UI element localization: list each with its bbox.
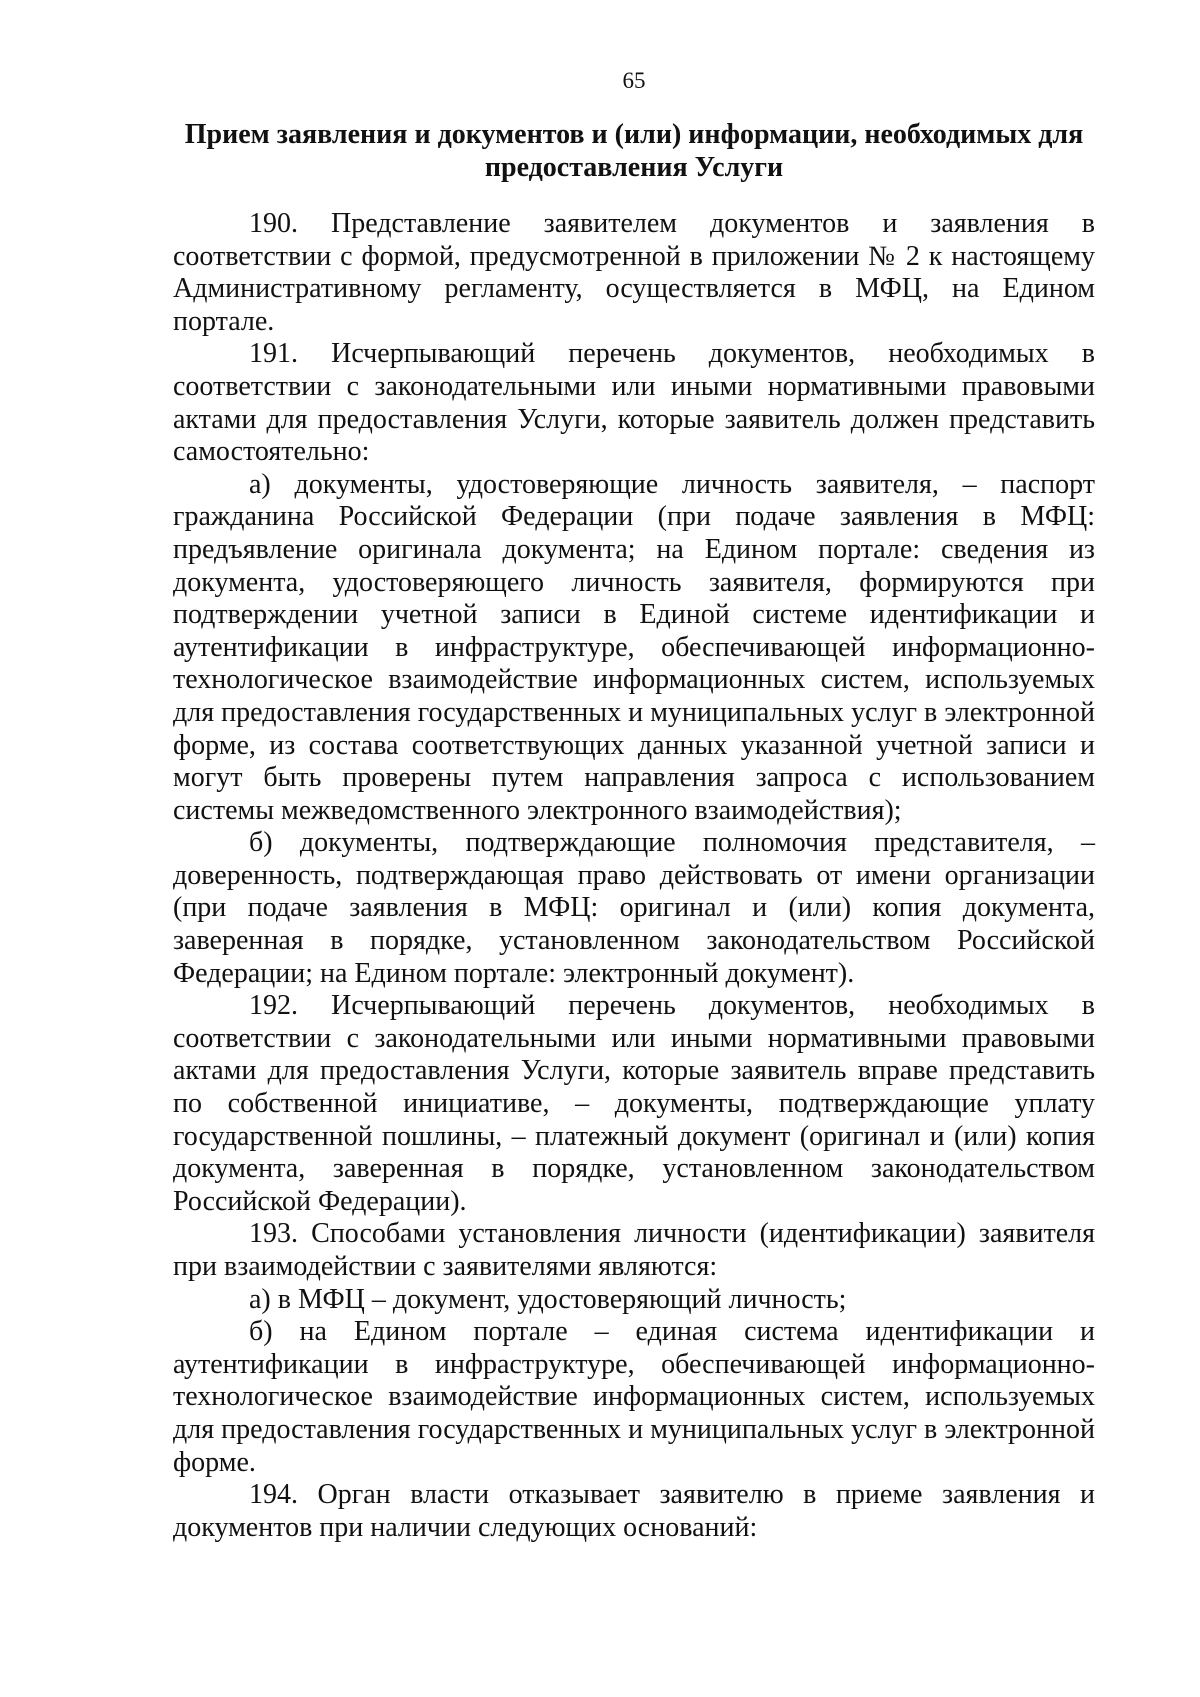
paragraph-text: в МФЦ – документ, удостоверяющий личность; (277, 1283, 847, 1315)
paragraph-193-a (173, 1284, 1095, 1317)
paragraph-194 (173, 1479, 1095, 1544)
page-number: 65 (622, 68, 646, 93)
paragraph-text: документы, удостоверяющие личность заявителя, – паспорт гражданина Российской Федерации (при подаче заявления в МФЦ: предъявление оригинала документа; на Едином портале: сведения из документа, удостоверяющего личность заявителя, формируются при подтверждении учетной записи в Единой системе идентификации и аутентификации в инфраструктуре, обеспечивающей информационно-технологическое взаимодействие информационных систем, используемых для предоставления государственных и муниципальных услуг в электронной форме, из состава соответствующих данных указанной учетной записи и могут быть проверены путем направления запроса с использованием системы межведомственного электронного взаимодействия); (173, 468, 1095, 826)
paragraph-191 (173, 338, 1095, 468)
paragraph-193-b (173, 1316, 1095, 1479)
paragraph-marker: б) (249, 1316, 273, 1348)
paragraph-text: Способами установления личности (идентификации) заявителя при взаимодействии с заявителями являются: (173, 1218, 1096, 1282)
paragraph-marker: 190. (249, 208, 298, 239)
paragraph-text: Представление заявителем документов и заявления в соответствии с формой, предусмотренной в приложении № 2 к настоящему Административному регламенту, осуществляется в МФЦ, на Едином портале. (173, 208, 1096, 337)
paragraph-marker: 192. (249, 990, 298, 1022)
paragraph-text: Исчерпывающий перечень документов, необходимых в соответствии с законодательными или иными нормативными правовыми актами для предоставления Услуги, которые заявитель вправе представить по собственной инициативе, – документы, подтверждающие уплату государственной пошлины, – платежный документ (оригинал и (или) копия документа, заверенная в порядке, установленном законодательством Российской Федерации). (173, 990, 1095, 1217)
paragraph-text: Исчерпывающий перечень документов, необходимых в соответствии с законодательными или иными нормативными правовыми актами для предоставления Услуги, которые заявитель должен представить самостоятельно: (173, 338, 1095, 468)
paragraph-191-a (173, 469, 1095, 828)
paragraph-marker: а) (249, 1283, 271, 1315)
paragraph-marker: 193. (249, 1218, 298, 1250)
paragraph-text: документы, подтверждающие полномочия представителя, – доверенность, подтверждающая право действовать от имени организации (при подаче заявления в МФЦ: оригинал и (или) копия документа, заверенная в порядке, установленном законодательством Российской Федерации; на Едином портале: электронный документ). (173, 827, 1095, 989)
paragraph-marker: б) (249, 827, 273, 859)
paragraph-marker: 194. (249, 1479, 298, 1511)
paragraph-marker: 191. (249, 338, 298, 370)
paragraph-190 (173, 208, 1095, 338)
paragraph-marker: а) (249, 468, 271, 500)
section-title: Прием заявления и документов и (или) информации, необходимых для предоставления Услуги (184, 119, 1084, 183)
paragraph-text: на Едином портале – единая система идентификации и аутентификации в инфраструктуре, обеспечивающей информационно-технологическое взаимодействие информационных систем, используемых для предоставления государственных и муниципальных услуг в электронной форме. (173, 1316, 1096, 1478)
paragraph-193 (173, 1218, 1095, 1283)
paragraph-192 (173, 990, 1095, 1218)
document-body (173, 208, 1095, 1544)
paragraph-191-b (173, 827, 1095, 990)
paragraph-text: Орган власти отказывает заявителю в приеме заявления и документов при наличии следующих оснований: (173, 1479, 1095, 1543)
